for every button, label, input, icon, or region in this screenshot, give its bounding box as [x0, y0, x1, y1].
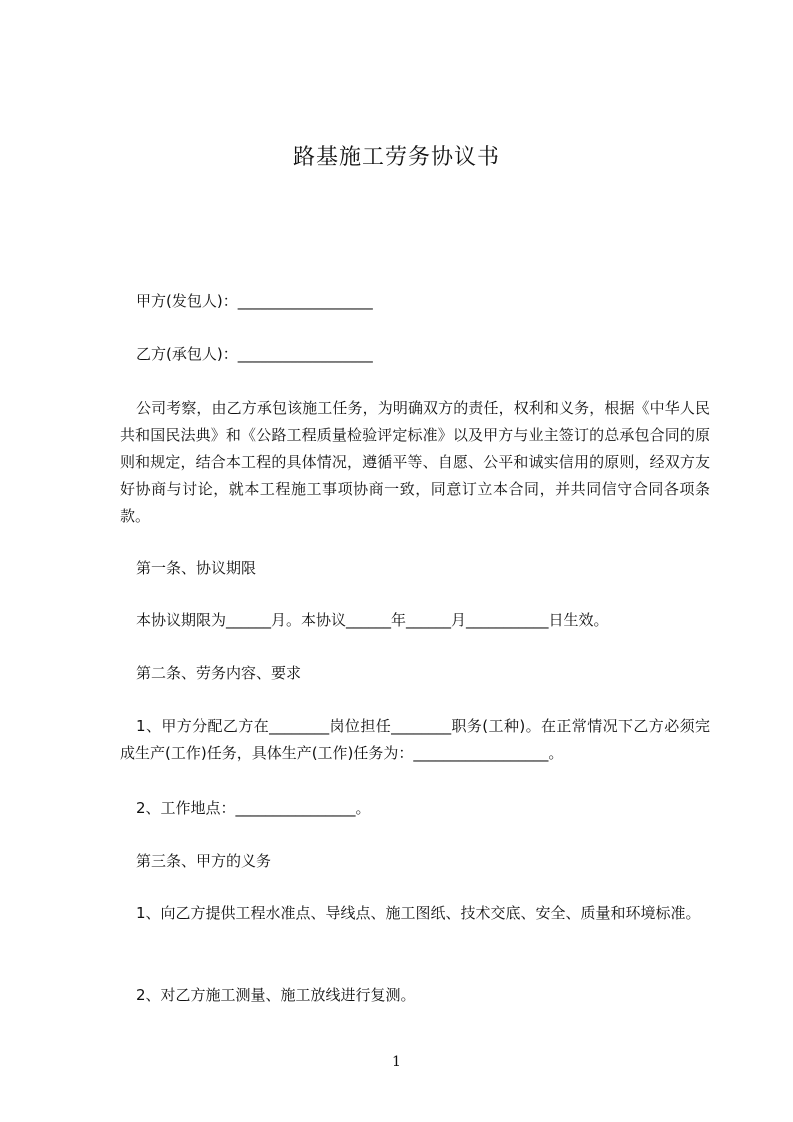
party-b-line: 乙方(承包人)：__________________ [136, 345, 373, 363]
article-3-item-1: 1、向乙方提供工程水准点、导线点、施工图纸、技术交底、安全、质量和环境标准。 [136, 904, 701, 922]
article-2-heading: 第二条、劳务内容、要求 [136, 664, 302, 682]
party-a-line: 甲方(发包人)：__________________ [136, 292, 373, 310]
article-3-item-2: 2、对乙方施工测量、施工放线进行复测。 [136, 986, 416, 1004]
article-1-heading: 第一条、协议期限 [136, 559, 257, 577]
article-2-item-1: 1、甲方分配乙方在________岗位担任________职务(工种)。在正常情况下乙方必须完成生产(工作)任务，具体生产(工作)任务为：__________________。 [120, 717, 710, 762]
document-title: 路基施工劳务协议书 [292, 145, 500, 170]
article-3-heading: 第三条、甲方的义务 [136, 852, 272, 870]
page-number: 1 [392, 1054, 401, 1070]
article-1-text: 本协议期限为______月。本协议______年______月___________日生效。 [136, 611, 609, 629]
preamble-paragraph: 公司考察，由乙方承包该施工任务，为明确双方的责任，权利和义务，根据《中华人民共和国民法典》和《公路工程质量检验评定标准》以及甲方与业主签订的总承包合同的原则和规定，结合本工程的具体情况，遵循平等、自愿、公平和诚实信用的原则，经双方友好协商与讨论，就本工程施工事项协商一致，同意订立本合同，并共同信守合同各项条款。 [120, 399, 710, 525]
article-2-item-2: 2、工作地点：________________。 [136, 799, 371, 817]
